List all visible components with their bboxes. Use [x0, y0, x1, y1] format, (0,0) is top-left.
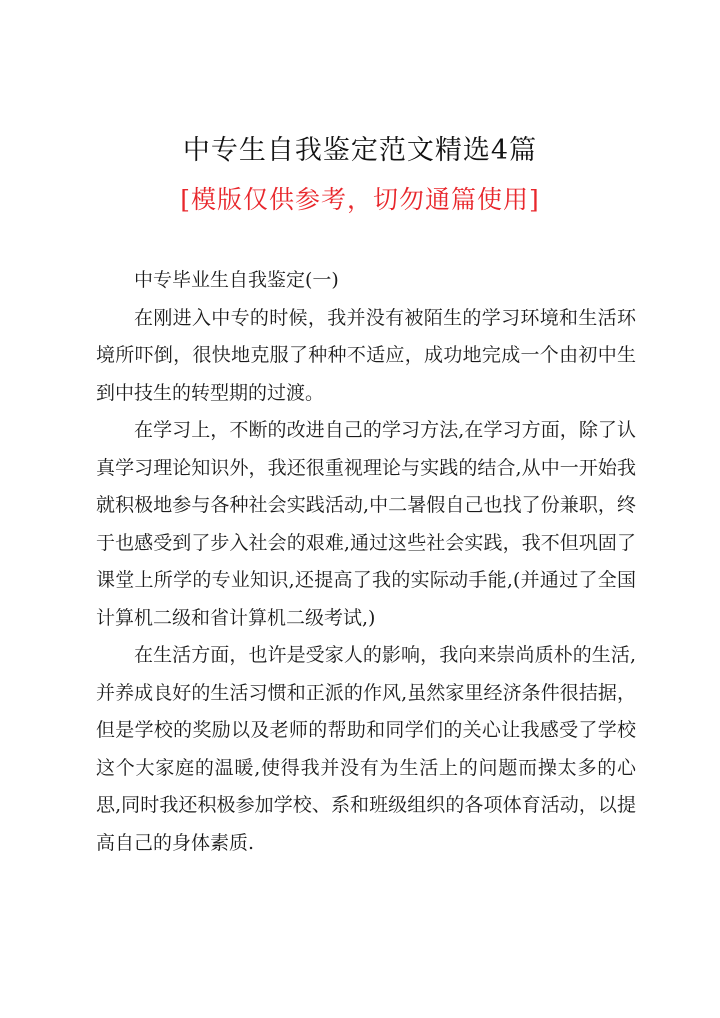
paragraph-2: 在学习上，不断的改进自己的学习方法,在学习方面，除了认真学习理论知识外，我还很重视理论与实践的结合,从中一开始我就积极地参与各种社会实践活动,中二暑假自己也找了份兼职，终于也感受到了步入社会的艰难,通过这些社会实践，我不但巩固了课堂上所学的专业知识,还提高了我的实际动手能,(并通过了全国计算机二级和省计算机二级考试,) [96, 419, 636, 629]
document-title: 中专生自我鉴定范文精选4篇 [182, 135, 538, 166]
document-body [96, 262, 636, 862]
paragraph-3: 在生活方面，也许是受家人的影响，我向来崇尚质朴的生活,并养成良好的生活习惯和正派的作风,虽然家里经济条件很拮据，但是学校的奖励以及老师的帮助和同学们的关心让我感受了学校这个大家庭的温暖,使得我并没有为生活上的问题而操太多的心思,同时我还积极参加学校、系和班级组织的各项体育活动，以提高自己的身体素质. [96, 644, 636, 854]
section-heading: 中专毕业生自我鉴定(一) [134, 269, 339, 291]
template-notice: [模版仅供参考，切勿通篇使用] [180, 185, 540, 214]
paragraph-1: 在刚进入中专的时候，我并没有被陌生的学习环境和生活环境所吓倒，很快地克服了种种不适应，成功地完成一个由初中生到中技生的转型期的过渡。 [96, 306, 636, 404]
